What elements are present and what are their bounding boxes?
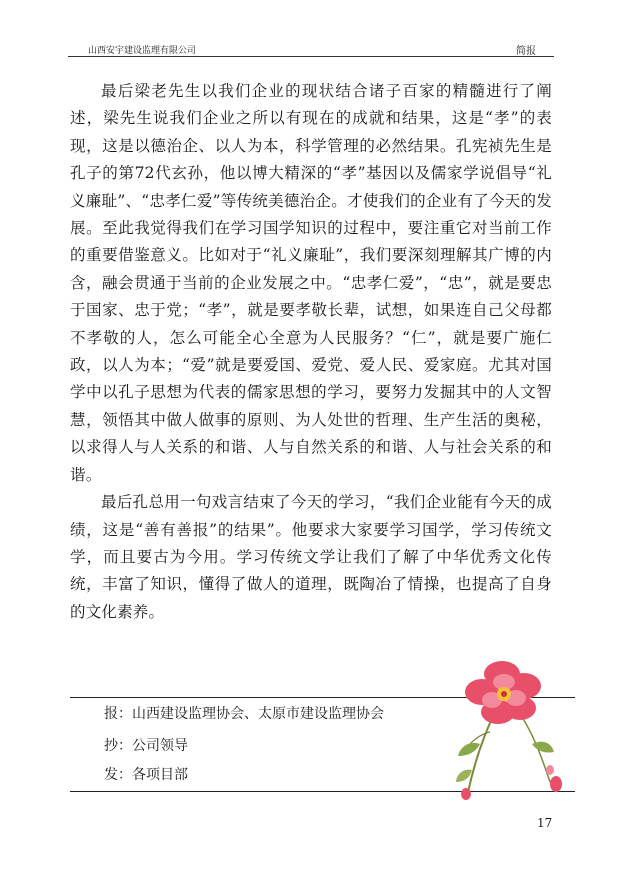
page-number: 17 [537,816,553,830]
distribution-copy: 抄：公司领导 [104,738,188,754]
document-body [70,78,552,626]
distribution-send: 发：各项目部 [104,767,188,783]
distribution-report: 报：山西建设监理协会、太原市建设监理协会 [104,706,384,722]
header-tag: 简报 [516,46,536,57]
page-header [68,40,554,57]
header-company: 山西安宇建设监理有限公司 [88,46,197,56]
paragraph-2: 最后孔总用一句戏言结束了今天的学习，“我们企业能有今天的成绩，这是“善有善报”的结果”。他要求大家要学习国学，学习传统文学，而且要古为今用。学习传统文学让我们了解了中华优秀文化传统，丰富了知识，懂得了做人的道理，既陶冶了情操，也提高了自身的文化素养。 [70,493,552,621]
flower-icon [420,652,580,802]
paragraph-1: 最后梁老先生以我们企业的现状结合诸子百家的精髓进行了阐述，梁先生说我们企业之所以有现在的成就和结果，这是“孝”的表现，这是以德治企、以人为本，科学管理的必然结果。孔宪祯先生是孔子的第72代玄孙，他以博大精深的“孝”基因以及儒家学说倡导“礼义廉耻”、“忠孝仁爱”等传统美德治企。才使我们的企业有了今天的发展。至此我觉得我们在学习国学知识的过程中，要注重它对当前工作的重要借鉴意义。比如对于“礼义廉耻”，我们要深刻理解其广博的内含，融会贯通于当前的企业发展之中。“忠孝仁爱”，“忠”，就是要忠于国家、忠于党；“孝”，就是要孝敬长辈，试想，如果连自己父母都不孝敬的人，怎么可能全心全意为人民服务？“仁”，就是要广施仁政，以人为本；“爱”就是要爱国、爱党、爱人民、爱家庭。尤其对国学中以孔子思想为代表的儒家思想的学习，要努力发掘其中的人文智慧，领悟其中做人做事的原则、为人处世的哲理、生产生活的奥秘，以求得人与人关系的和谐、人与自然关系的和谐、人与社会关系的和谐。 [70,82,552,484]
